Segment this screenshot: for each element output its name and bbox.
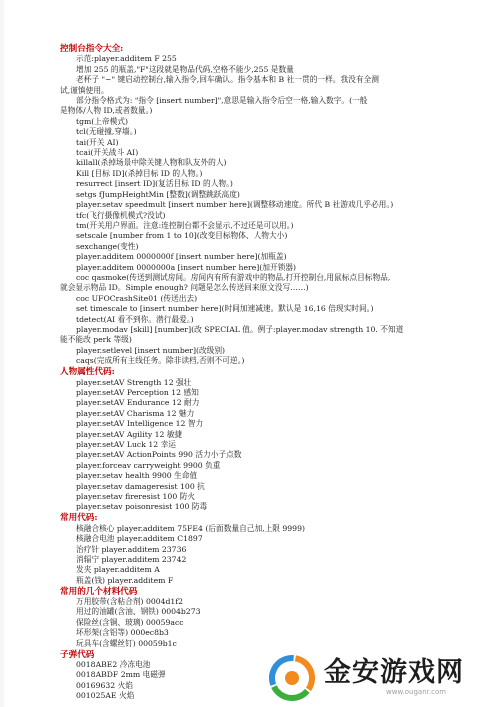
text-line: 万用胶带(含粘合剂) 0004d1f2 [76,597,184,607]
text-line: tm(开关用户界面。注意:连控制台都不会显示,不过还是可以用。) [76,220,294,230]
text-line: setscale [number from 1 to 10](改变目标物体、人物大小) [76,231,288,241]
text-line: tcl(无碰撞,穿墙。) [76,127,137,137]
text-line: tgm(上帝模式) [76,116,129,126]
text-line: 发夹 player.additem A [76,565,160,575]
text-line: setgs fJumpHeightMin [整数](调整跳跃高度) [76,189,240,199]
text-line: player.setAV ActionPoints 990 活力小子点数 [76,450,242,460]
text-line: player.setAV Intelligence 12 智力 [76,419,204,429]
text-line: player.modav [skill] [number](改 SPECIAL 值。例子:player.modav strength 10. 不知道 [76,324,404,334]
text-line: 坏形架(含铝等) 000ec8b3 [76,628,169,638]
text-line: coc qasmoke(传送到测试房间。房间内有所有游戏中的物品,打开控制台,用鼠标点目标物品, [76,272,391,282]
text-line: 001025AE 火焰 [76,691,135,701]
text-line: player.setav health 9900 生命值 [76,471,198,481]
site-logo-icon [268,654,316,702]
text-line: set timescale to [insert number here](时间加速减速。默认是 16,16 倍现实时间。) [76,304,374,314]
text-line: 能不能改 perk 等级) [60,335,132,345]
text-line: 0018ABDF 2mm 电磁弹 [76,670,166,680]
text-line: 瓶盖(钱) player.additem F [76,575,174,585]
text-line: player.setAV Agility 12 敏捷 [76,429,183,439]
text-line: 保险丝(含铜、玻璃) 00059acc [76,617,184,627]
section-heading: 常用代码: [60,513,98,524]
text-line: 核融合核心 player.additem 75FE4 (后面数量自己加,上限 9999) [76,523,305,533]
text-line: player.setAV Charisma 12 魅力 [76,408,195,418]
text-line: player.setav damageresist 100 抗 [76,481,205,491]
text-line: 玩具车(含螺丝钉) 00059b1c [76,638,177,648]
text-line: player.setav fireresist 100 防火 [76,491,196,501]
text-line: caqs(完成所有主线任务。除非读档,否则不可逆。) [76,356,245,366]
text-line: tai(开关 AI) [76,137,119,147]
text-line: 0018ABE2 冷冻电池 [76,659,151,669]
text-line: player.setAV Endurance 12 耐力 [76,398,200,408]
section-heading: 控制台指令大全: [60,44,124,54]
text-line: tcai(开关战斗 AI) [76,148,139,158]
text-line: 试,谨慎使用。 [60,85,109,95]
section-heading: 常用的几个材料代码 [60,586,138,597]
text-line: Kill [目标 ID](杀掉目标 ID 的人物。) [76,168,203,178]
text-line: 增加 255 的瓶盖,"F"这段就是物品代码,空格不能少,255 是数量 [76,64,294,74]
site-url: www.ouganr.com [386,688,447,696]
page-edge [0,0,4,707]
section-heading: 人物属性代码: [60,367,115,378]
text-line: player.setAV Strength 12 强壮 [76,377,192,387]
text-line: 核融合电池 player.additem C1897 [76,534,203,544]
text-line: 示范:player.additem F 255 [76,54,177,64]
text-line: 部分指令格式为: "指令 [insert number]",意思是输入指令后空一格,输入数字。(一般 [76,96,368,106]
text-line: sexchange(变性) [76,241,139,251]
text-line: tfc(飞行摄像机模式?没试) [76,210,166,220]
text-line: tdetect(AI 看不到你。潜行最爱。) [76,314,194,324]
text-line: 老杯子 "~" 键启动控制台,输入指令,回车确认。指令基本和 B 社一贯的一样。我没有全测 [76,75,379,85]
site-name: 金安游戏网 [324,657,464,688]
text-line: player.setav speedmult [insert number here](调整移动速度。所代 B 社游戏几乎必用。) [76,200,394,210]
text-line: player.additem 0000000a [insert number here](加开锁器) [76,262,297,272]
text-line: player.setlevel [insert number](改级别) [76,345,226,355]
text-line: 00169632 火焰 [76,680,133,690]
text-line: 消辐宁 player.additem 23742 [76,554,187,564]
document-body [60,44,460,702]
text-line: player.setAV Perception 12 感知 [76,387,199,397]
text-line: 是物体/人物 ID,或者数量。) [60,106,153,116]
text-line: killall(杀掉场景中除关键人物和队友外的人) [76,158,227,168]
text-line: resurrect [insert ID](复活目标 ID 的人物。) [76,179,233,189]
section-heading: 子弹代码 [60,649,95,660]
text-line: 治疗针 player.additem 23736 [76,544,187,554]
text-line: coc UFOCrashSite01 (传送出去) [76,293,198,303]
text-line: player.additem 0000000f [insert number here](加瓶盖) [76,252,287,262]
text-line: player.setav poisonresist 100 防毒 [76,502,208,512]
text-line: 用过的油罐(含油、钢铁) 0004b273 [76,607,201,617]
text-line: 就会显示物品 ID。Simple enough? 问题是怎么传送回来原文没写……) [60,283,309,293]
site-watermark [266,648,494,707]
text-line: player.forceav carryweight 9900 负重 [76,460,221,470]
text-line: player.setAV Luck 12 幸运 [76,439,176,449]
